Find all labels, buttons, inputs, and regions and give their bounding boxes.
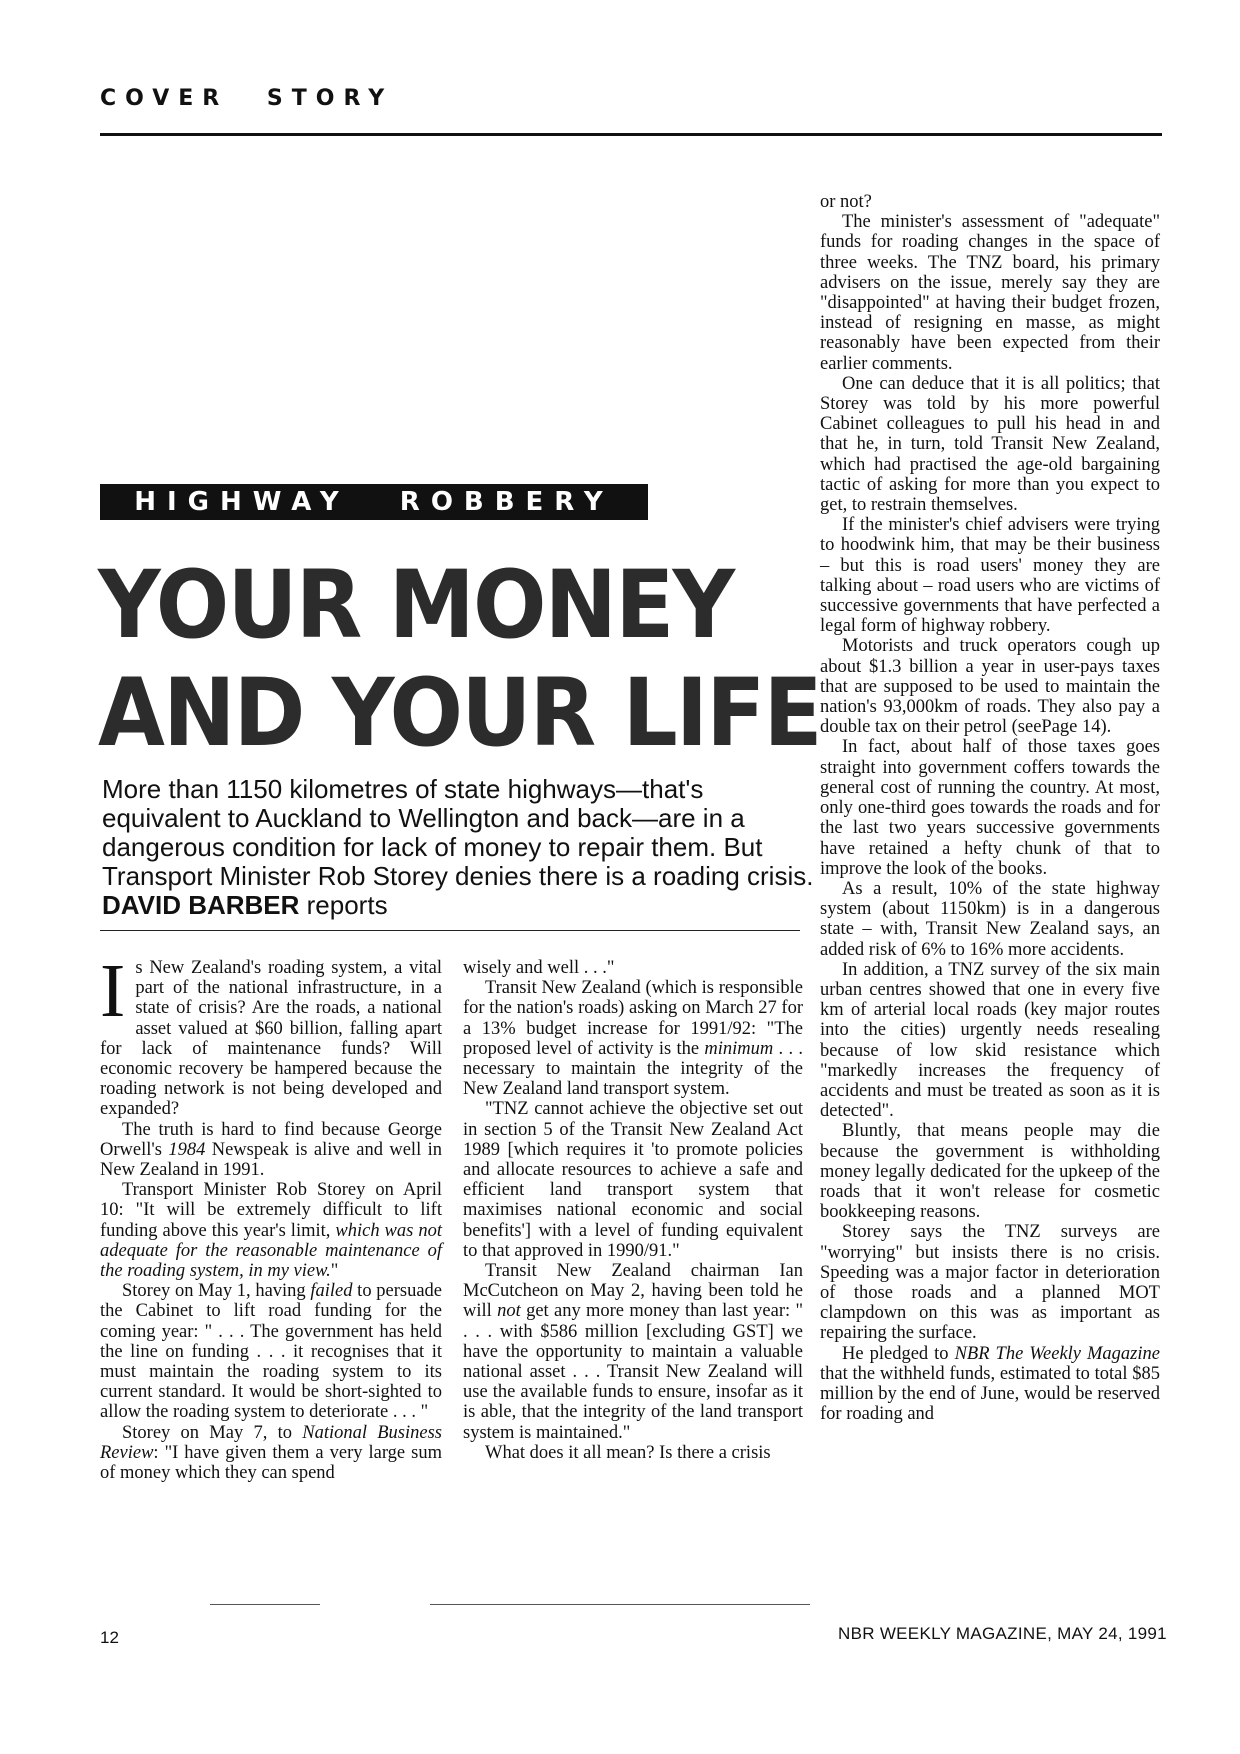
paragraph: Bluntly, that means people may die because the government is withholding money legally dedicated for the upkeep of the roads that it won't release for cosmetic bookkeeping reasons. (820, 1121, 1160, 1223)
paragraph: Transit New Zealand chairman Ian McCutcheon on May 2, having been told he will not get any more money than last year: " . . . with $586 million [excluding GST] we have the opportunity to maintain a valuable national asset . . . Transit New Zealand will use the available funds to ensure, insofar as it is able, that the integrity of the land transport system is maintained." (463, 1261, 804, 1443)
paragraph: In fact, about half of those taxes goes straight into government coffers towards the general cost of running the country. At most, only one-third goes towards the roads and for the last two years successive governments have retained a hefty chunk of that to improve the look of the books. (820, 737, 1160, 879)
footer-rule-right (430, 1604, 810, 1605)
paragraph: Storey says the TNZ surveys are "worrying" but insists there is no crisis. Speeding was a major factor in deterioration of those roads and a planned MOT clampdown on this was as important as repairing the surface. (820, 1222, 1160, 1344)
headline-line-1: YOUR MONEY (98, 551, 734, 660)
body-column-2 (463, 958, 803, 1463)
paragraph: Transport Minister Rob Storey on April 10: "It will be extremely difficult to lift funding above this year's limit, which was not adequate for the reasonable maintenance of the roading system, in my view." (100, 1180, 442, 1282)
footer-rule-left (210, 1604, 320, 1605)
byline-name: DAVID BARBER (102, 890, 300, 920)
paragraph (100, 949, 442, 1120)
paragraph: or not? (820, 192, 872, 212)
headline-line-2: AND YOUR LIFE (98, 659, 821, 768)
paragraph: Motorists and truck operators cough up about $1.3 billion a year in user-pays taxes that are supposed to be used to maintain the nation's 93,000km of roads. They also pay a double tax on their petrol (seePage 14). (820, 636, 1160, 738)
paragraph: Storey on May 7, to National Business Review: "I have given them a very large sum of money which they can spend (100, 1422, 442, 1484)
section-label: COVER STORY (100, 86, 394, 111)
paragraph: "TNZ cannot achieve the objective set out in section 5 of the Transit New Zealand Act 1989 [which requires it 'to promote policies and allocate resources to achieve a safe and efficient land transport system that maximises national economic and social benefits'] with a level of funding equivalent to that approved in 1990/91." (463, 1099, 803, 1261)
publication-footer: NBR WEEKLY MAGAZINE, MAY 24, 1991 (838, 1624, 1167, 1643)
paragraph: wisely and well . . ." (463, 958, 615, 978)
paragraph-text: s New Zealand's roading system, a vital part of the national infrastructure, in a state of crisis? Are the roads, a national asset valued at $60 billion, falling apart for lack of maintenance funds? Will economic recovery be hampered because the roading network is not being developed and expanded? (100, 958, 442, 1120)
drop-cap: I (100, 949, 126, 1033)
paragraph: What does it all mean? Is there a crisis (485, 1442, 771, 1463)
paragraph: Storey on May 1, having failed to persuade the Cabinet to lift road funding for the coming year: " . . . The government has held the line on funding . . . it recognises that it must maintain the roading system to its current standard. It would be short-sighted to allow the roading system to deteriorate . . . " (100, 1281, 442, 1423)
body-column-1 (100, 949, 443, 1484)
paragraph: If the minister's chief advisers were trying to hoodwink him, that may be their business – but this is road users' money they are talking about – road users who are victims of successive governments that have perfected a legal form of highway robbery. (820, 515, 1160, 637)
paragraph: One can deduce that it is all politics; that Storey was told by his more powerful Cabinet colleagues to pull his head in and that he, in turn, told Transit New Zealand, which had practised the age-old bargaining tactic of asking for more than you expect to get, to restrain themselves. (820, 373, 1160, 516)
body-column-3 (820, 192, 1160, 1424)
headline (98, 552, 821, 768)
byline-suffix: reports (299, 890, 388, 920)
paragraph: In addition, a TNZ survey of the six main urban centres showed that one in every five km of arterial local roads (key major routes into the cities) urgently needs resealing because of low skid resistance which "markedly increases the frequency of accidents and must be treated as soon as it is detected". (820, 959, 1160, 1122)
page-number: 12 (100, 1628, 119, 1647)
standfirst-text: More than 1150 kilometres of state highways—that's equivalent to Auckland to Wellington and back—are in a dangerous condition for lack of money to repair them. But Transport Minister Rob Storey denies there is a roading crisis. (102, 774, 814, 891)
paragraph: Transit New Zealand (which is responsible for the nation's roads) asking on March 27 for a 13% budget increase for 1991/92: "The proposed level of activity is the minimum . . . necessary to maintain the integrity of the New Zealand land transport system. (463, 978, 804, 1100)
header-rule (100, 133, 1162, 136)
standfirst-rule (100, 930, 800, 931)
paragraph: The truth is hard to find because George Orwell's 1984 Newspeak is alive and well in New Zealand in 1991. (100, 1119, 443, 1181)
standfirst (102, 775, 822, 920)
paragraph: The minister's assessment of "adequate" funds for roading changes in the space of three weeks. The TNZ board, his primary advisers on the issue, merely say they are "disappointed" at having their budget frozen, instead of resigning en masse, as might reasonably have been expected from their earlier comments. (820, 212, 1160, 374)
paragraph: As a result, 10% of the state highway system (about 1150km) is in a dangerous state – with, Transit New Zealand says, an added risk of 6% to 16% more accidents. (820, 878, 1160, 960)
kicker-banner: HIGHWAY ROBBERY (100, 484, 648, 520)
paragraph: He pledged to NBR The Weekly Magazine that the withheld funds, estimated to total $85 million by the end of June, would be reserved for roading and (820, 1343, 1160, 1425)
